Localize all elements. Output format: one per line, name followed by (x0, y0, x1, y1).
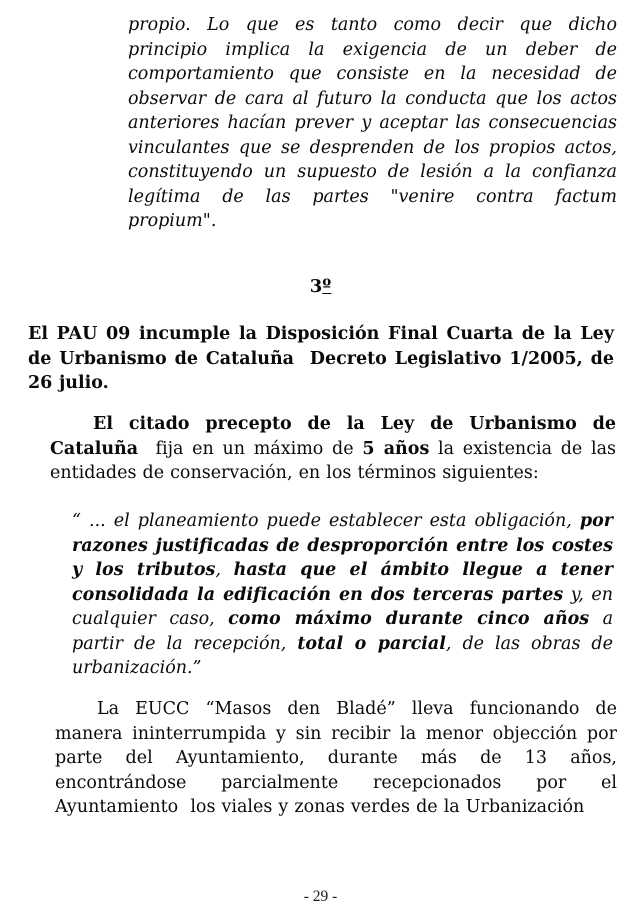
page-number: - 29 - (303, 888, 338, 905)
paragraph-propio: propio. Lo que es tanto como decir que dicho principio implica la exigencia de un deber de comportamiento que consiste en la necesidad de observar de cara al futuro la conducta que los actos anteriores hacían prever y aceptar las consecuencias vinculantes que se desprenden de los propios actos, constituyendo un supuesto de lesión a la confianza legítima de las partes "venire contra factum propium". (128, 15, 617, 231)
section-number: 3º (309, 276, 332, 297)
paragraph-citado-precepto: El citado precepto de la Ley de Urbanismo de Cataluña fija en un máximo de 5 años la existencia de las entidades de conservación, en los términos siguientes: (50, 414, 616, 483)
heading-pau09: El PAU 09 incumple la Disposición Final Cuarta de la Ley de Urbanismo de Cataluña Decreto Legislativo 1/2005, de 26 julio. (28, 324, 614, 393)
blockquote-planeamiento: “ ... el planeamiento puede establecer esta obligación, por razones justificadas de desproporción entre los costes y los tributos, hasta que el ámbito llegue a tener consolidada la edificación en dos terceras partes y, en cualquier caso, como máximo durante cinco años a partir de la recepción, total o parcial, de las obras de urbanización.” (72, 511, 613, 678)
paragraph-eucc-masos: La EUCC “Masos den Bladé” lleva funcionando de manera ininterrumpida y sin recibir la menor objección por parte del Ayuntamiento, durante más de 13 años, encontrándose parcialmente recepcionados por el Ayuntamiento los viales y zonas verdes de la Urbanización (55, 699, 617, 817)
